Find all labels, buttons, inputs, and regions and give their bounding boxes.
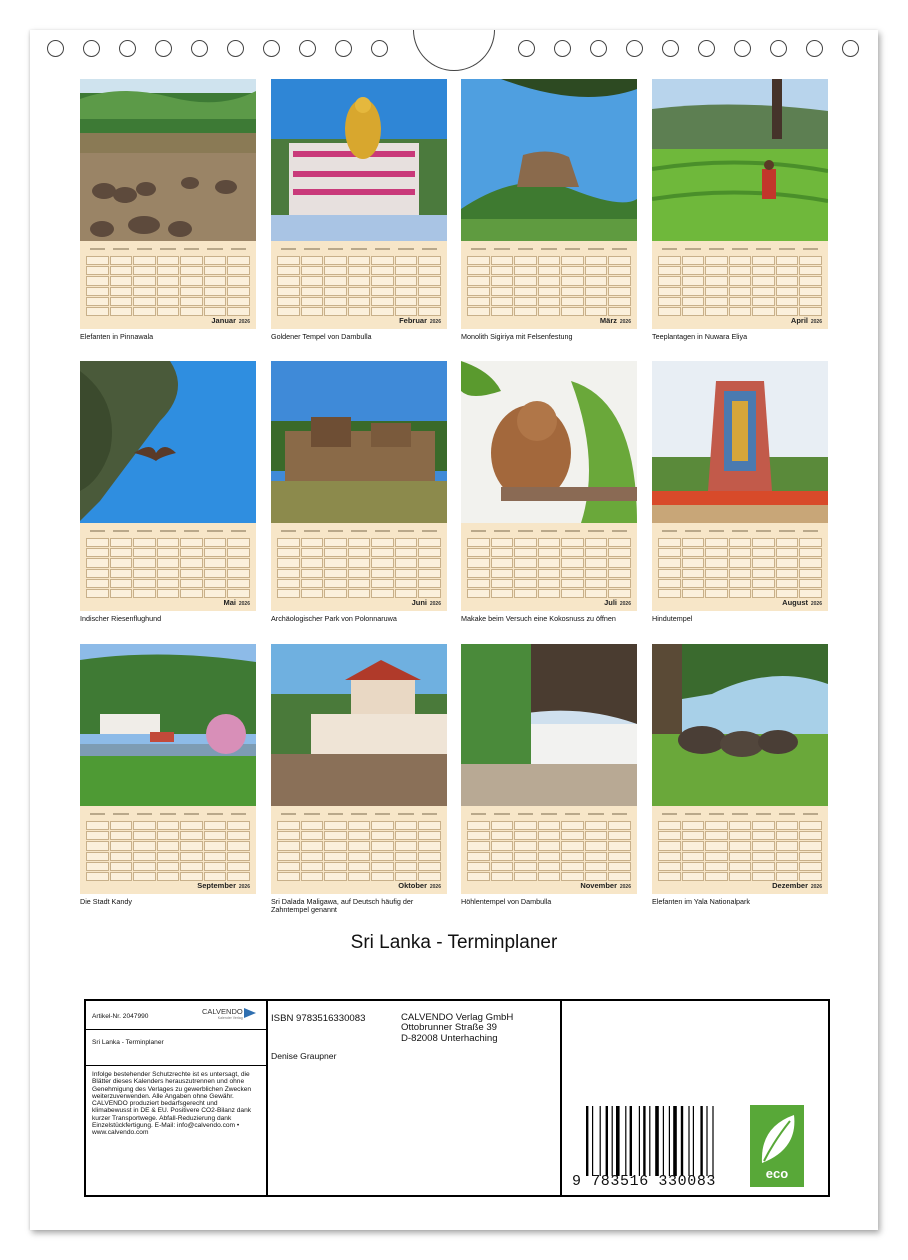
month-card-oktober [271,644,447,914]
month-grid [80,806,256,894]
info-column-middle [266,1001,562,1195]
month-name: Dezember [772,881,808,890]
month-card-februar [271,79,447,341]
month-photo [271,79,447,241]
barcode-digits: 9 783516 330083 [572,1173,717,1190]
month-photo [461,644,637,806]
month-grid [461,806,637,894]
month-card-august [652,361,828,623]
product-title: Sri Lanka - Terminplaner [92,1039,164,1046]
month-name: Februar [399,316,427,325]
month-card-maerz [461,79,637,341]
month-year: 2026 [238,601,250,607]
isbn: ISBN 9783516330083 [271,1013,366,1024]
publisher-street: Ottobrunner Straße 39 [401,1022,497,1034]
month-card-dezember [652,644,828,906]
month-card-september [80,644,256,906]
month-caption: Elefanten in Pinnawala [80,332,154,341]
month-caption: Höhlentempel von Dambulla [461,897,552,906]
photo-macaque-monkey [461,361,637,523]
month-caption: Elefanten im Yala Nationalpark [652,897,751,906]
photo-flying-fox [80,361,256,523]
month-name: Juli [604,598,617,607]
publisher-city: D-82008 Unterhaching [401,1032,498,1044]
publisher-address [401,1013,513,1044]
month-caption: Teeplantagen in Nuwara Eliya [652,332,748,341]
month-caption: Goldener Tempel von Dambulla [271,332,372,341]
month-year: 2026 [810,319,822,325]
photo-polonnaruwa-ruins [271,361,447,523]
month-name: April [790,316,808,325]
month-year: 2026 [810,884,822,890]
month-name: September [197,881,236,890]
legal-notice: Infolge bestehender Schutzrechte ist es untersagt, die Blätter dieses Kalenders herauszutrennen und ohne Genehmigung des Verlages zu gewerblichen Zwecken weiterzuverwenden. Alle Angaben ohne Gewähr. CALVENDO produziert bedarfsgerecht und klimabewusst in DE & EU. Positivere CO2-Bilanz dank kurzer Transportwege. Abfall-Reduzierung dank Einzelstückfertigung. E-Mail: info@calvendo.com • www.calvendo.com [92,1071,252,1137]
month-name: Oktober [398,881,427,890]
month-photo [80,361,256,523]
month-card-november [461,644,637,906]
month-name: November [580,881,617,890]
month-year: 2026 [619,601,631,607]
month-photo [461,79,637,241]
month-year: 2026 [810,601,822,607]
info-column-right [560,1001,828,1195]
month-grid [652,523,828,611]
photo-hindu-temple [652,361,828,523]
month-year: 2026 [429,601,441,607]
calvendo-logo-icon [244,1008,256,1018]
month-caption: Indischer Riesenflughund [80,614,162,623]
author: Denise Graupner [271,1051,337,1061]
month-card-juli [461,361,637,623]
month-name: Mai [223,598,236,607]
calvendo-subline: Kalender Verlag [217,1016,243,1020]
month-name: Januar [211,316,236,325]
photo-kandy-lake [80,644,256,806]
month-photo [652,79,828,241]
photo-golden-temple [271,79,447,241]
month-grid [652,806,828,894]
month-photo [271,361,447,523]
month-grid [461,241,637,329]
photo-yala-elephants [652,644,828,806]
month-caption: Monolith Sigiriya mit Felsenfestung [461,332,573,341]
month-photo [80,79,256,241]
photo-tea-plantation [652,79,828,241]
month-year: 2026 [619,884,631,890]
photo-tooth-temple [271,644,447,806]
calvendo-logo [202,1007,243,1020]
month-caption: Makake beim Versuch eine Kokosnuss zu öffnen [461,614,616,623]
month-card-juni [271,361,447,623]
month-photo [271,644,447,806]
month-name: Juni [411,598,427,607]
month-card-mai [80,361,256,623]
eco-label: eco [765,1166,789,1181]
month-year: 2026 [429,319,441,325]
month-grid [80,523,256,611]
month-grid [652,241,828,329]
eco-badge [750,1105,804,1187]
product-info-box [84,999,830,1197]
month-photo [652,361,828,523]
month-grid [461,523,637,611]
month-year: 2026 [619,319,631,325]
info-column-left [86,1001,268,1195]
photo-cave-temple [461,644,637,806]
month-caption: Hindutempel [652,614,693,623]
month-grid [80,241,256,329]
month-card-april [652,79,828,341]
month-grid [271,806,447,894]
calvendo-wordmark: CALVENDO [202,1007,243,1016]
article-label: Artikel-Nr. [92,1013,121,1020]
isbn-barcode [584,1106,722,1178]
month-grid [271,523,447,611]
month-year: 2026 [429,884,441,890]
month-caption: Sri Dalada Maligawa, auf Deutsch häufig der Zahntempel genannt [271,897,414,914]
article-number: 2047990 [122,1013,149,1020]
month-name: August [782,598,808,607]
month-photo [461,361,637,523]
month-photo [652,644,828,806]
month-card-januar [80,79,256,341]
publisher-name: CALVENDO Verlag GmbH [401,1012,514,1023]
photo-sigiriya-rock [461,79,637,241]
month-photo [80,644,256,806]
month-year: 2026 [238,319,250,325]
photo-elephants-river [80,79,256,241]
month-name: März [599,316,617,325]
month-caption: Archäologischer Park von Polonnaruwa [271,614,397,623]
month-year: 2026 [238,884,250,890]
month-grid [271,241,447,329]
calendar-title: Sri Lanka - Terminplaner [350,932,558,953]
month-caption: Die Stadt Kandy [80,897,132,906]
